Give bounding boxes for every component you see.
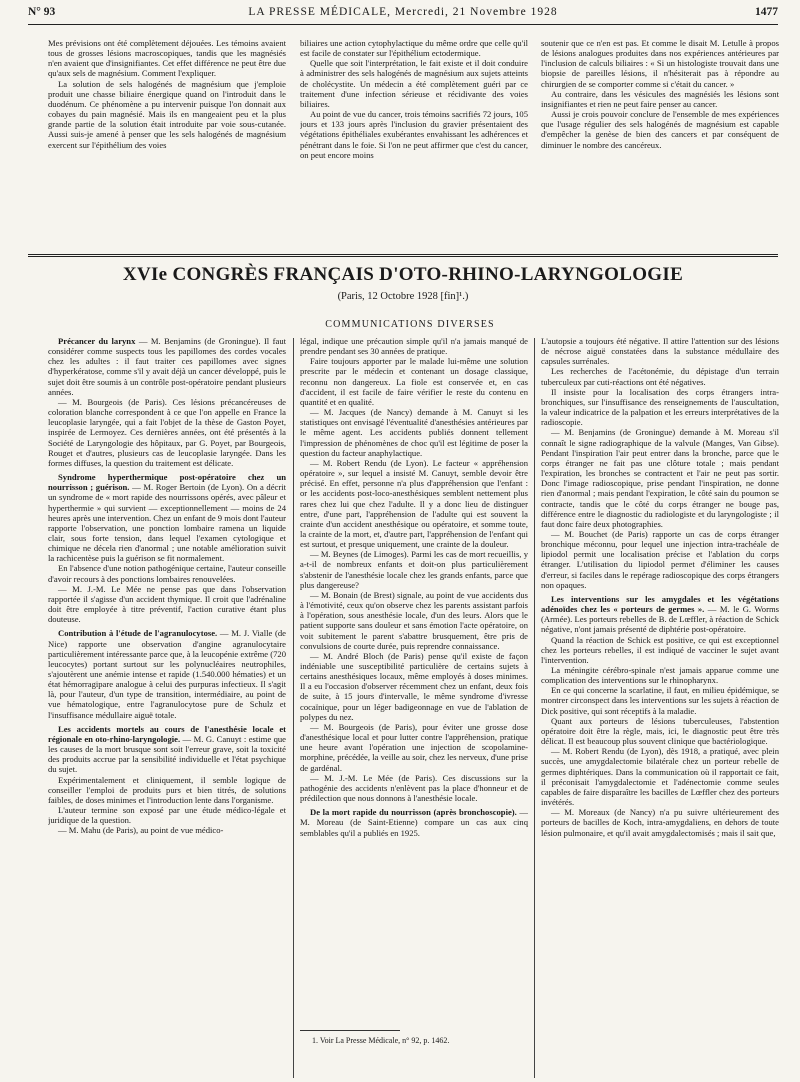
column-divider xyxy=(534,338,535,1078)
paragraph-text: — M. Moreau (de Saint-Etienne) compare un cas aux cinq semblables qu'il a publiés en 1925. xyxy=(300,807,528,838)
paragraph-text: — M. Bonain (de Brest) signale, au point de vue accidents dus à l'émotivité, ceux qu'on observe chez les parents assistant parfois à l'opération, sous anesthésie locale, d'un des leurs. Alors que le patient supporte sans douleur et sans émotion l'acte opératoire, on voit subitement le parent s'abattre brusquement, être pris de convulsions de courte durée, puis reprendre connaissance. xyxy=(300,589,528,651)
footnote: 1. Voir La Presse Médicale, n° 92, p. 1462. xyxy=(312,1036,450,1045)
paragraph-text: La méningite cérébro-spinale n'est jamais apparue comme une complication des interventions sur le rhinopharynx. xyxy=(541,665,779,686)
paragraph-text: — M. Bourgeois (de Paris), pour éviter une grosse dose d'anesthésique local et pour lutter contre l'appréhension, pratique une heure avant l'opération une injection de scopolamine-morphine, précédée, la veille au soir, chez les nerveux, d'une prise de gardénal. xyxy=(300,721,528,773)
paragraph-text: — M. Mahu (de Paris), au point de vue médico- xyxy=(58,825,224,836)
paragraph-text: En l'absence d'une notion pathogénique certaine, l'auteur conseille d'avoir recours à des ponctions lombaires renouvelées. xyxy=(48,563,286,584)
paragraph-text: — M. J.-M. Le Mée ne pense pas que dans l'observation rapportée il s'agisse d'un accident thymique. Il croit que l'adrénaline doit être employée à titre préventif, l'action curative étant plus douteuse. xyxy=(48,583,286,625)
paragraph xyxy=(541,635,779,665)
communication-entry xyxy=(48,724,286,775)
paragraph: La solution de sels halogénés de magnésium que j'emploie produit une chasse biliaire énergique quand on l'introduit dans le duodénum. Ce phénomène a pu intervenir puisque l'on donnait aux cobayes du pain magnésié. Mais ils en mangeaient peu et la plus grande partie de la solution était introduite par voie sous-cutanée. Aussi suis-je amené à penser que les sels halogénés de magnésium exercent sur l'épithélium des voies xyxy=(48,78,286,150)
paragraph-text: Quant aux porteurs de lésions tuberculeuses, l'abstention opératoire doit être la règle, mais, ici, le diagnostic peut être très délicat. Il est beaucoup plus souvent clinique que bactériologique. xyxy=(541,715,779,747)
paragraph xyxy=(300,722,528,773)
paragraph xyxy=(541,665,779,685)
paragraph-text: — M. Bouchet (de Paris) rapporte un cas de corps étranger bronchique méconnu, pour lequel une injection intra-trachéale de lipiodol permit une localisation précise et l'ablation du corps étranger. L'utilisation du lipiodol permet d'éliminer les causes d'erreur, si faciles dans le repérage radioscopique des corps étrangers non opaques. xyxy=(541,528,779,590)
paragraph xyxy=(541,336,779,366)
paragraph xyxy=(48,805,286,825)
paragraph xyxy=(541,529,779,590)
section-rule-2 xyxy=(28,256,778,257)
paragraph: biliaires une action cytophylactique du même ordre que celle qu'il est facile de constater sur l'épithélium ectodermique. xyxy=(300,38,528,59)
paragraph xyxy=(541,685,779,715)
top-column-2 xyxy=(300,38,528,248)
page-number: 1477 xyxy=(755,6,778,18)
paragraph xyxy=(541,427,779,529)
paragraph-text: L'auteur termine son exposé par une étude médico-légale et juridique de la question. xyxy=(48,805,286,826)
paragraph-text: légal, indique une précaution simple qu'il n'a jamais manqué de prendre pendant ses 30 années de pratique. xyxy=(300,336,528,357)
paragraph-text: — M. Roger Bertoin (de Lyon). On a décrit un syndrome de « mort rapide des nourrissons opérés, avec pâleur et hyperthermie » qui survient — exceptionnellement — moins de 24 heures après une intervention. Chez un enfant de 9 mois dont l'auteur rapporte l'observation, une ponction lombaire ramena un liquide clair, sous forte tension, dans lequel l'examen cytologique et chimique ne décela rien d'anormal ; une notable amélioration suivit la rachicentèse puis la guérison se fit normalement. xyxy=(48,482,286,564)
paragraph xyxy=(300,590,528,651)
communication-heading: Contribution à l'étude de l'agranulocytose. xyxy=(58,628,218,639)
paragraph xyxy=(300,549,528,590)
running-header xyxy=(28,6,778,22)
communication-heading: Syndrome hyperthermique post-opératoire chez un nourrisson ; guérison. xyxy=(48,472,286,493)
paragraph-text: — M. Benjamins (de Groningue) demande à M. Moreau s'il connaît le signe radiographique de la valvule (Manges, Van Gibse). Pendant l'inspiration l'air peut entrer dans la bronche, parce que le corps étranger ne fait pas une clôture totale ; mais pendant l'expiration, les bronches se contractent et l'air ne peut pas sortir. Donc l'image radioscopique, prise pendant l'inspiration, ne donne rien d'anormal ; mais pendant l'expiration, le côté sain du poumon se contracte, tandis que le côté du corps étranger ne bouge pas, différence entre le diagnostic du radiologiste et du laryngologiste ; il faut donc faire deux photographies. xyxy=(541,427,779,529)
paragraph-text: — M. le G. Worms (Armée). Les porteurs rebelles de B. de Lœffler, à réaction de Schick négative, n'ont jamais présenté de diphtérie post-opératoire. xyxy=(541,604,779,635)
paragraph xyxy=(48,563,286,583)
communication-heading: Précancer du larynx xyxy=(58,336,136,346)
paragraph xyxy=(541,387,779,428)
paragraph-text: Quand la réaction de Schick est positive, ce qui est exceptionnel chez les porteurs rebelles, il est indiqué de vacciner le sujet avant l'intervention. xyxy=(541,634,779,665)
paragraph xyxy=(300,407,528,458)
paragraph-text: Faire toujours apporter par le malade lui-même une solution prescrite par le médecin et contenant un dosage classique, reconnu non dangereux. La fiole est conservée et, en cas d'accident, il est facile de faire vérifier le reste du contenu en quantité et en qualité. xyxy=(300,356,528,407)
communication-entry xyxy=(48,472,286,563)
paragraph-text: — M. André Bloch (de Paris) pense qu'il existe de façon indéniable une susceptibilité particulière de certains sujets à certains anesthésiques locaux, même employés à doses minimes. Il a eu l'occasion d'observer récemment chez un enfant, deux fois de suite, à 15 jours d'intervalle, le même syndrome d'ivresse cocaïnique, pour un léger badigeonnage en vue de l'ablation de polypes du nez. xyxy=(300,650,528,722)
communication-entry xyxy=(48,336,286,397)
top-column-3 xyxy=(541,38,779,248)
paragraph-text: En ce qui concerne la scarlatine, il faut, en milieu épidémique, se montrer circonspect dans les interventions sur les sujets à réaction de Dick positive, qui sont réceptifs à la maladie. xyxy=(541,685,779,716)
issue-number: N° 93 xyxy=(28,6,56,18)
footnote-rule xyxy=(300,1030,400,1031)
paragraph xyxy=(300,458,528,549)
paragraph-text: — M. Robert Rendu (de Lyon), dès 1918, a pratiqué, avec plein succès, une amygdalectomie bilatérale chez un porteur rebelle de germes diphtériques. Dans la communication où il rapportait ce fait, il préconisait l'amygdalectomie et l'adénectomie comme seules capables de faire disparaître les bacilles de Lœffler chez des porteurs invétérés. xyxy=(541,746,779,808)
section-rule xyxy=(28,254,778,255)
paragraph-text: — M. Moreaux (de Nancy) n'a pu suivre ultérieurement des porteurs de bacilles de Koch, intra-amygdaliens, en dehors de toute lésion pulmonaire, et qu'il avait amygdalectomisés ; mais il sait que, xyxy=(541,807,779,838)
paragraph xyxy=(541,716,779,746)
paragraph: Au contraire, dans les vésicules des magnésiés les lésions sont insignifiantes et rien ne peut faire penser au cancer. xyxy=(541,88,779,109)
header-rule xyxy=(28,24,778,25)
communication-heading: Les accidents mortels au cours de l'anesthésie locale et régionale en oto-rhino-laryngologie. xyxy=(48,723,286,744)
paragraph xyxy=(300,773,528,803)
paragraph-text: Les recherches de l'acétonémie, du dépistage d'un terrain tuberculeux par cuti-réactions ont été négatives. xyxy=(541,366,779,387)
paragraph-text: — M. Bourgeois (de Paris). Ces lésions précancéreuses de coloration blanche correspondent à ce que l'on appelle en France la leucoplasie laryngée, qui a fait l'objet de la thèse de Gaston Poyet, inspirée de Lermoyez. Ces dernières années, ont été présentés à la Société de Laryngologie des hôpitaux, par G. Poyet, par Bourgeois, Rouget et d'autres, plusieurs cas de leucoplasie laryngée. Dans les formes diffuses, la question du traitement est délicate. xyxy=(48,396,286,468)
paragraph xyxy=(48,397,286,468)
paragraph xyxy=(48,825,286,835)
paragraph xyxy=(300,651,528,722)
article-subtitle: (Paris, 12 Octobre 1928 [fin]¹.) xyxy=(337,291,469,302)
paragraph: Aussi je crois pouvoir conclure de l'ensemble de mes expériences que l'usage régulier des sels halogénés de magnésium est capable d'empêcher la genèse de bien des cancers et par conséquent de diminuer le nombre des cancéreux. xyxy=(541,109,779,150)
paragraph: Quelle que soit l'interprétation, le fait existe et il doit conduire à administrer des sels halogénés de magnésium aux sujets atteints de cholécystite. Un médecin a été complètement guéri par ce traitement d'une infection sérieuse et récidivante des voies biliaires. xyxy=(300,58,528,109)
section-heading: COMMUNICATIONS DIVERSES xyxy=(325,319,495,330)
communication-entry xyxy=(300,807,528,837)
paragraph: Mes prévisions ont été complètement déjouées. Les témoins avaient tous de grosses lésions macroscopiques, tandis que les magnésiés n'en avaient que d'insignifiantes. Cet effet différence ne peut être due qu'aux sels de magnésium. Comment l'expliquer. xyxy=(48,38,286,79)
communication-heading: Les interventions sur les amygdales et les végétations adénoïdes chez les « porteurs de germes ». xyxy=(541,593,779,615)
paragraph-text: L'autopsie a toujours été négative. Il attire l'attention sur des lésions de nécrose aiguë constatées dans la substance médullaire des capsules surrénales. xyxy=(541,336,779,367)
paragraph-text: — M. Beynes (de Limoges). Parmi les cas de mort recueillis, y a-t-il de nombreux enfants et doit-on plus particulièrement s'abstenir de l'anesthésie locale chez les grands enfants, parce que plus dangereuse? xyxy=(300,549,528,590)
column-divider xyxy=(293,338,294,1078)
communication-entry xyxy=(541,594,779,635)
journal-title: LA PRESSE MÉDICALE, Mercredi, 21 Novembre 1928 xyxy=(248,6,558,18)
paragraph: Au point de vue du cancer, trois témoins sacrifiés 72 jours, 105 jours et 133 jours après l'inclusion du gravier présentaient des végétations épithéliales exubérantes envahissant les adhérences et pénétrant dans le foie. Si l'on ne peut affirmer que c'est du cancer, on peut encore moins xyxy=(300,109,528,160)
body-column-3 xyxy=(541,336,779,1072)
paragraph-text: — M. Benjamins (de Groningue). Il faut considérer comme suspects tous les papillomes des cordes vocales chez les adultes : il faut traiter ces papillomes avec signes d'hyperkératose, comme s'il y avait déjà un cancer développé, puis le sujet doit être soumis à un contrôle post-opératoire pendant plusieurs années. xyxy=(48,336,286,397)
paragraph xyxy=(300,336,528,356)
paragraph-text: — M. Robert Rendu (de Lyon). Le facteur « appréhension opératoire », sur lequel a insisté M. Canuyt, semble devoir être précisé. En effet, personne n'a plus d'appréhension que l'enfant : or les accidents post-loco-anesthésiques semblent nettement plus rares chez lui que chez l'adulte. Il y a donc lieu de distinguer entre, d'une part, l'appréhension de l'adulte qui est souvent la crainte d'un accident anesthésique ou opératoire, et somme toute, la crainte de la mort, et, d'autre part, l'appréhension de l'enfant qui est surtout, et presque uniquement, une crainte de la douleur. xyxy=(300,457,528,550)
body-column-1 xyxy=(48,336,286,1072)
top-column-1 xyxy=(48,38,286,248)
communication-heading: De la mort rapide du nourrisson (après bronchoscopie). xyxy=(310,807,517,818)
paragraph xyxy=(541,366,779,386)
paragraph xyxy=(48,584,286,625)
paragraph-text: — M. J.-M. Le Mée (de Paris). Ces discussions sur la pathogénie des accidents n'enlèvent pas la place d'honneur et de prédilection que nous donnons à l'anesthésie locale. xyxy=(300,772,528,804)
communication-entry xyxy=(48,628,286,719)
paragraph xyxy=(300,356,528,407)
paragraph-text: Il insiste pour la localisation des corps étrangers intra-bronchiques, sur l'insuffisance des renseignements de l'auscultation, la valeur indicatrice de la palpation et les erreurs interprétatives de la radioscopie. xyxy=(541,386,779,428)
paragraph-text: — M. Jacques (de Nancy) demande à M. Canuyt si les statistiques ont envisagé l'éventualité d'anesthésies antérieures par le même agent. Les accidents publiés donnent tellement l'impression de phénomènes de choc qu'il est légitime de poser la question du facteur anaphylactique. xyxy=(300,407,528,458)
article-title: XVIe CONGRÈS FRANÇAIS D'OTO-RHINO-LARYNGOLOGIE xyxy=(122,264,684,285)
paragraph xyxy=(541,746,779,807)
body-column-2 xyxy=(300,336,528,1026)
paragraph-text: — M. J. Vialle (de Nice) rapporte une observation d'angine agranulocytaire particulièrement intéressante parce que, à la leucopénie extrême (720 leucocytes) portant surtout sur les polynucléaires neutrophiles, s'ajoutèrent une anémie intense et rapide (1.540.000 hématies) et un état hémorragipare analogue à celui des purpuras infectieux. Il s'agit là, pour l'auteur, d'un type de transition, intermédiaire, au point de vue hématologique, entre l'agranulocytose pure de Schulz et l'insuffisance médullaire aiguë totale. xyxy=(48,628,286,720)
paragraph xyxy=(541,807,779,837)
paragraph xyxy=(48,775,286,805)
paragraph: soutenir que ce n'en est pas. Et comme le disait M. Letulle à propos de lésions analogues produites dans nos expériences antérieures par l'inclusion de calculs biliaires : « Si un histologiste trouvait dans une biopsie de pareilles lésions, il n'hésiterait pas à répondre au chirurgien de se comporter comme si c'était du cancer. » xyxy=(541,38,779,89)
paragraph-text: Expérimentalement et cliniquement, il semble logique de conseiller l'emploi de produits purs et bien titrés, de solutions faibles, de doses minimes et l'introduction lente dans l'organisme. xyxy=(48,774,286,805)
paragraph-text: — M. G. Canuyt : estime que les causes de la mort brusque sont soit l'erreur grave, soit la toxicité des produits accrue par la sensibilité individuelle et l'état psychique du sujet. xyxy=(48,733,286,775)
